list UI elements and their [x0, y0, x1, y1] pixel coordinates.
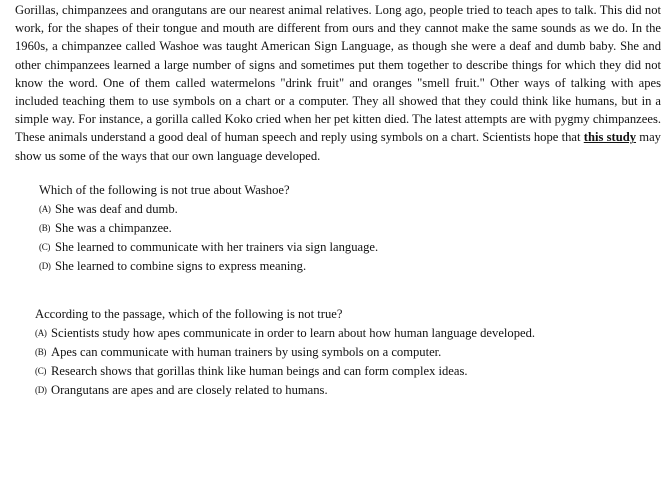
question-1 — [39, 181, 378, 276]
question-2-option-b[interactable] — [35, 343, 535, 362]
passage-highlight-this-study: this study — [583, 130, 637, 145]
question-2-option-a[interactable] — [35, 324, 535, 343]
option-letter: (A) — [39, 204, 51, 214]
option-letter: (D) — [35, 385, 47, 395]
option-text: Research shows that gorillas think like human beings and can form complex ideas. — [51, 364, 468, 378]
passage-text-end: may show us some of the ways that our own language developed. — [15, 130, 661, 163]
question-2-option-c[interactable] — [35, 362, 535, 381]
option-text: She was deaf and dumb. — [55, 202, 178, 216]
option-letter: (B) — [35, 347, 47, 357]
option-letter: (D) — [39, 261, 51, 271]
question-1-option-d[interactable] — [39, 257, 378, 276]
question-2-option-d[interactable] — [35, 381, 535, 400]
option-text: She learned to combine signs to express meaning. — [55, 259, 307, 273]
option-text: Scientists study how apes communicate in order to learn about how human language developed. — [51, 326, 536, 340]
question-1-option-a[interactable] — [39, 200, 378, 219]
option-text: Apes can communicate with human trainers by using symbols on a computer. — [51, 345, 442, 359]
option-letter: (B) — [39, 223, 51, 233]
option-text: Orangutans are apes and are closely related to humans. — [51, 383, 328, 397]
question-1-option-c[interactable] — [39, 238, 378, 257]
option-letter: (A) — [35, 328, 47, 338]
reading-passage — [15, 1, 661, 165]
option-letter: (C) — [39, 242, 51, 252]
option-letter: (C) — [35, 366, 47, 376]
question-2-stem: According to the passage, which of the following is not true? — [35, 307, 343, 321]
question-2 — [35, 305, 535, 400]
question-1-option-b[interactable] — [39, 219, 378, 238]
option-text: She learned to communicate with her trainers via sign language. — [55, 240, 379, 254]
passage-text-start: Gorillas, chimpanzees and orangutans are our nearest animal relatives. Long ago, people tried to teach apes to talk. This did not work, for the shapes of their tongue and mouth are different from ours and they cannot make the same sounds as we do. In the 1960s, a chimpanzee called Washoe was taught American Sign Language, as though she were a deaf and dumb baby. She and other chimpanzees learned a large number of signs and sometimes put them together to describe things for which they did not know the word. One of them called watermelons "drink fruit" and oranges "smell fruit." Other ways of talking with apes included teaching them to use symbols on a chart or a computer. They all showed that they could think like humans, but in a simple way. For instance, a gorilla called Koko cried when her pet kitten died. The latest attempts are with pygmy chimpanzees. These animals understand a good deal of human speech and reply using symbols on a chart. Scientists hope that — [15, 3, 661, 145]
question-1-stem: Which of the following is not true about Washoe? — [39, 183, 290, 197]
option-text: She was a chimpanzee. — [55, 221, 172, 235]
